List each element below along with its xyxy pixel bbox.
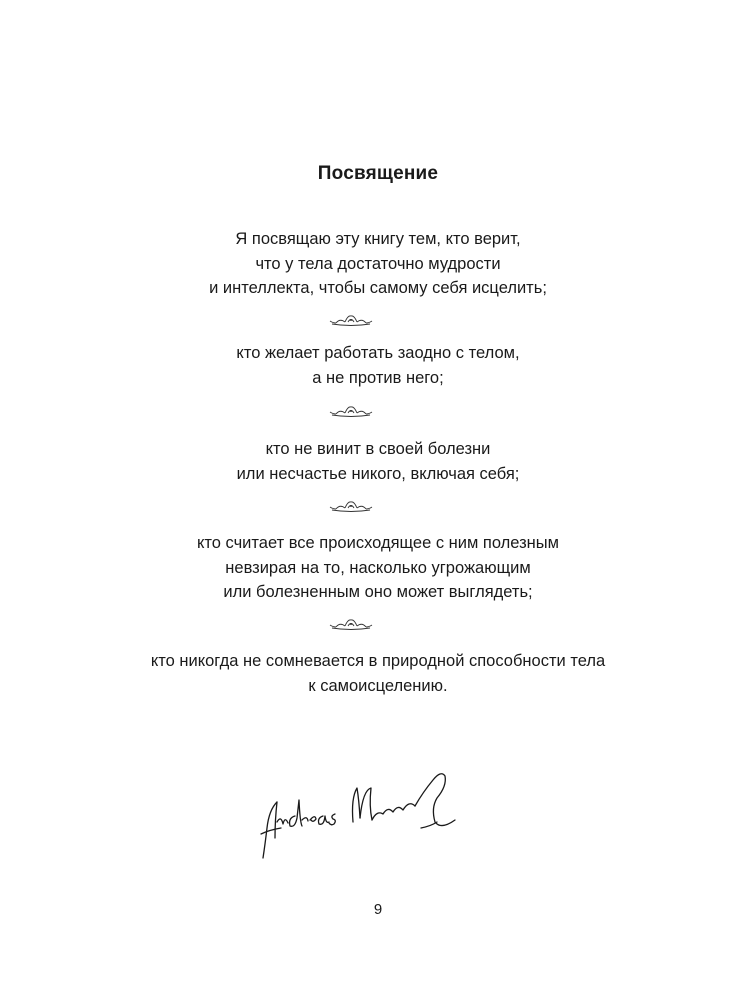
lotus-ornament-icon (328, 405, 374, 417)
page-number: 9 (373, 901, 383, 918)
stanza-line: кто желает работать заодно с телом, (236, 344, 520, 362)
stanza-line: кто никогда не сомневается в природной способности тела (150, 652, 606, 670)
handwritten-signature-icon (255, 760, 467, 866)
stanza-line: и интеллекта, чтобы самому себя исцелить; (209, 279, 547, 297)
lotus-ornament-icon (328, 500, 374, 512)
stanza-line: или несчастье никого, включая себя; (236, 464, 520, 483)
stanza-line: а не против него; (312, 368, 444, 387)
dedication-stanza-5 (0, 649, 756, 698)
lotus-ornament-icon (328, 618, 374, 630)
stanza-line: или болезненным оно может выглядеть; (223, 583, 533, 601)
lotus-ornament-icon (328, 314, 374, 326)
page-title: Посвящение (317, 163, 439, 184)
dedication-stanza-1 (0, 227, 756, 301)
dedication-stanza-4 (0, 531, 756, 605)
stanza-line: невзирая на то, насколько угрожающим (225, 558, 531, 577)
stanza-line: к самоисцелению. (308, 676, 448, 695)
stanza-line: кто не винит в своей болезни (265, 440, 491, 458)
stanza-line: Я посвящаю эту книгу тем, кто верит, (235, 230, 521, 248)
dedication-stanza-3 (0, 437, 756, 486)
dedication-stanza-2 (0, 341, 756, 390)
stanza-line: кто считает все происходящее с ним полезным (196, 534, 559, 552)
stanza-line: что у тела достаточно мудрости (255, 254, 501, 273)
